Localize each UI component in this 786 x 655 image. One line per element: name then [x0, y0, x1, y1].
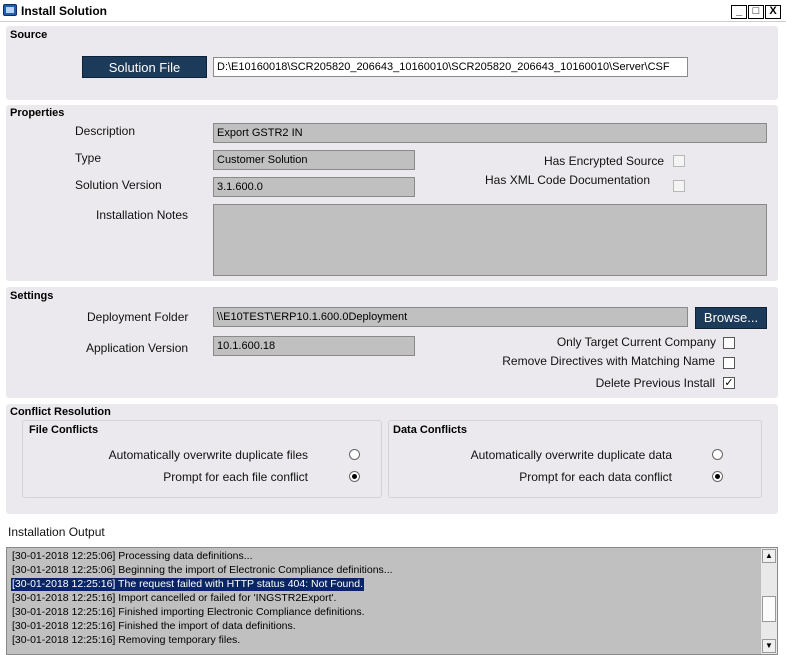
data-overwrite-radio[interactable]	[712, 449, 723, 460]
scroll-up-arrow-icon[interactable]: ▲	[762, 549, 776, 563]
conflict-resolution-panel	[6, 404, 778, 514]
conflict-resolution-section-title: Conflict Resolution	[10, 406, 111, 418]
data-overwrite-label: Automatically overwrite duplicate data	[470, 448, 672, 462]
solution-file-button[interactable]: Solution File	[82, 56, 207, 78]
installation-notes-field[interactable]	[213, 204, 767, 276]
settings-panel	[6, 287, 778, 398]
installation-output-log[interactable]	[6, 547, 778, 655]
only-target-current-company-label: Only Target Current Company	[556, 335, 716, 349]
solution-file-path-input[interactable]: D:\E10160018\SCR205820_206643_10160010\SCR205820_206643_10160010\Server\CSF	[213, 57, 688, 77]
scroll-down-arrow-icon[interactable]: ▼	[762, 639, 776, 653]
file-overwrite-label: Automatically overwrite duplicate files	[108, 448, 308, 462]
log-line[interactable]: [30-01-2018 12:25:16] Finished importing Electronic Compliance definitions.	[12, 606, 365, 618]
application-version-label: Application Version	[86, 341, 189, 355]
file-conflicts-group	[22, 420, 382, 498]
data-conflicts-group	[388, 420, 762, 498]
source-panel	[6, 26, 778, 100]
properties-panel	[6, 105, 778, 281]
log-line[interactable]: [30-01-2018 12:25:06] Beginning the import of Electronic Compliance definitions...	[12, 564, 393, 576]
minimize-button[interactable]: _	[731, 5, 747, 19]
description-label: Description	[75, 124, 136, 138]
remove-directives-checkbox[interactable]	[723, 357, 735, 369]
log-line[interactable]: [30-01-2018 12:25:16] Removing temporary files.	[12, 634, 241, 646]
has-encrypted-source-label: Has Encrypted Source	[543, 154, 664, 168]
data-prompt-label: Prompt for each data conflict	[519, 470, 672, 484]
application-version-field[interactable]: 10.1.600.18	[213, 336, 415, 356]
data-prompt-radio[interactable]	[712, 471, 723, 482]
solution-version-field[interactable]: 3.1.600.0	[213, 177, 415, 197]
maximize-button[interactable]: □	[748, 5, 764, 19]
installation-notes-label: Installation Notes	[96, 208, 189, 222]
output-scrollbar[interactable]	[760, 548, 777, 654]
log-line[interactable]: [30-01-2018 12:25:16] Import cancelled or failed for 'INGSTR2Export'.	[12, 592, 337, 604]
properties-section-title: Properties	[10, 107, 65, 119]
type-field[interactable]: Customer Solution	[213, 150, 415, 170]
file-conflicts-title: File Conflicts	[29, 424, 99, 436]
file-prompt-label: Prompt for each file conflict	[163, 470, 308, 484]
scrollbar-thumb[interactable]	[762, 596, 776, 622]
remove-directives-label: Remove Directives with Matching Name	[502, 354, 715, 368]
only-target-current-company-checkbox[interactable]	[723, 337, 735, 349]
app-icon	[3, 4, 17, 16]
data-conflicts-title: Data Conflicts	[393, 424, 467, 436]
title-bar	[0, 0, 786, 22]
log-line[interactable]: [30-01-2018 12:25:16] Finished the import of data definitions.	[12, 620, 296, 632]
deployment-folder-label: Deployment Folder	[87, 310, 189, 324]
solution-version-label: Solution Version	[75, 178, 162, 192]
close-button[interactable]: X	[765, 5, 781, 19]
has-xml-docs-checkbox[interactable]	[673, 180, 685, 192]
source-section-title: Source	[10, 29, 48, 41]
dialog-body	[0, 22, 786, 655]
file-prompt-radio[interactable]	[349, 471, 360, 482]
delete-previous-install-label: Delete Previous Install	[595, 376, 715, 390]
window-title: Install Solution	[21, 4, 107, 18]
has-xml-docs-label: Has XML Code Documentation	[485, 173, 650, 187]
file-overwrite-radio[interactable]	[349, 449, 360, 460]
has-encrypted-source-checkbox[interactable]	[673, 155, 685, 167]
settings-section-title: Settings	[10, 290, 54, 302]
delete-previous-install-checkbox[interactable]: ✓	[724, 377, 734, 389]
log-line[interactable]: [30-01-2018 12:25:06] Processing data definitions...	[12, 550, 253, 562]
installation-output-label: Installation Output	[8, 525, 105, 539]
description-field[interactable]: Export GSTR2 IN	[213, 123, 767, 143]
type-label: Type	[75, 151, 102, 165]
browse-button[interactable]: Browse...	[695, 307, 767, 329]
deployment-folder-field[interactable]: \\E10TEST\ERP10.1.600.0Deployment	[213, 307, 688, 327]
log-line-selected[interactable]: [30-01-2018 12:25:16] The request failed with HTTP status 404: Not Found.	[12, 578, 363, 590]
